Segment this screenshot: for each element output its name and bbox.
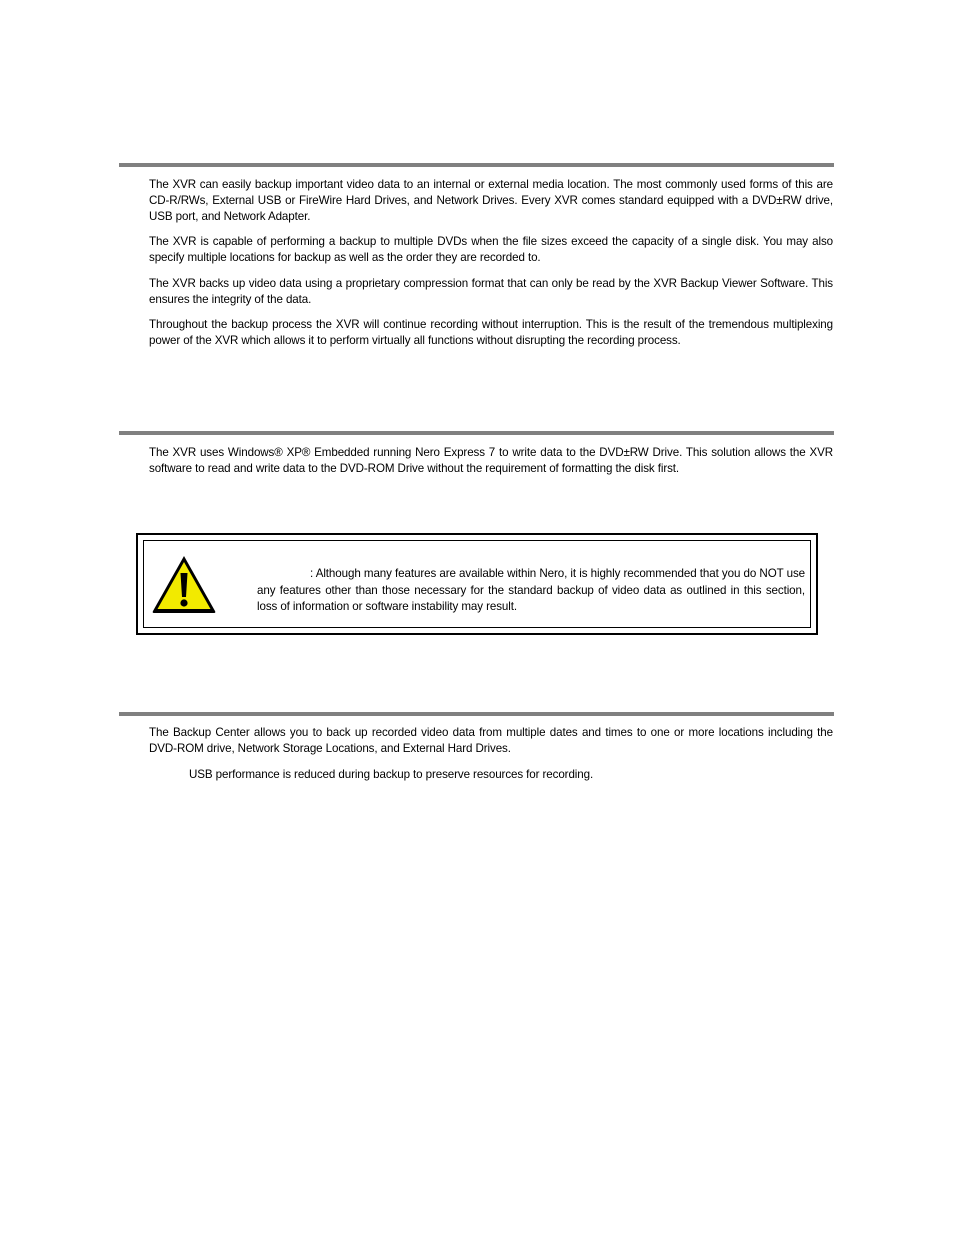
warning-box xyxy=(136,533,818,635)
section-3-paragraph-1: The Backup Center allows you to back up recorded video data from multiple dates and times to one or more locations including the DVD-ROM drive, Network Storage Locations, and External Hard Drives. xyxy=(149,726,833,755)
section-3-note: USB performance is reduced during backup to preserve resources for recording. xyxy=(189,768,594,781)
warning-box-inner xyxy=(143,540,811,628)
section-1-divider xyxy=(119,163,834,167)
section-2-paragraph-1: The XVR uses Windows® XP® Embedded running Nero Express 7 to write data to the DVD±RW Drive. This solution allows the XVR software to read and write data to the DVD-ROM Drive without the requirement of formatting the disk first. xyxy=(149,446,833,475)
warning-message: : Although many features are available within Nero, it is highly recommended that you do NOT use any features other than those necessary for the standard backup of video data as outlined in this section, loss of information or software instability may result. xyxy=(257,567,805,613)
section-1-paragraph-4: Throughout the backup process the XVR will continue recording without interruption. This is the result of the tremendous multiplexing power of the XVR which allows it to perform virtually all functions without disrupting the recording process. xyxy=(149,318,833,347)
warning-text xyxy=(257,566,805,616)
section-1-paragraph-2: The XVR is capable of performing a backup to multiple DVDs when the file sizes exceed the capacity of a single disk. You may also specify multiple locations for backup as well as the order they are recorded to. xyxy=(149,235,833,264)
section-1-paragraph-1: The XVR can easily backup important video data to an internal or external media location. The most commonly used forms of this are CD-R/RWs, External USB or FireWire Hard Drives, and Network Drives. Every XVR comes standard equipped with a DVD±RW drive, USB port, and Network Adapter. xyxy=(149,178,833,223)
section-1-paragraph-3: The XVR backs up video data using a proprietary compression format that can only be read by the XVR Backup Viewer Software. This ensures the integrity of the data. xyxy=(149,277,833,306)
warning-triangle-icon xyxy=(150,553,218,615)
section-3-divider xyxy=(119,712,834,716)
section-2-divider xyxy=(119,431,834,435)
